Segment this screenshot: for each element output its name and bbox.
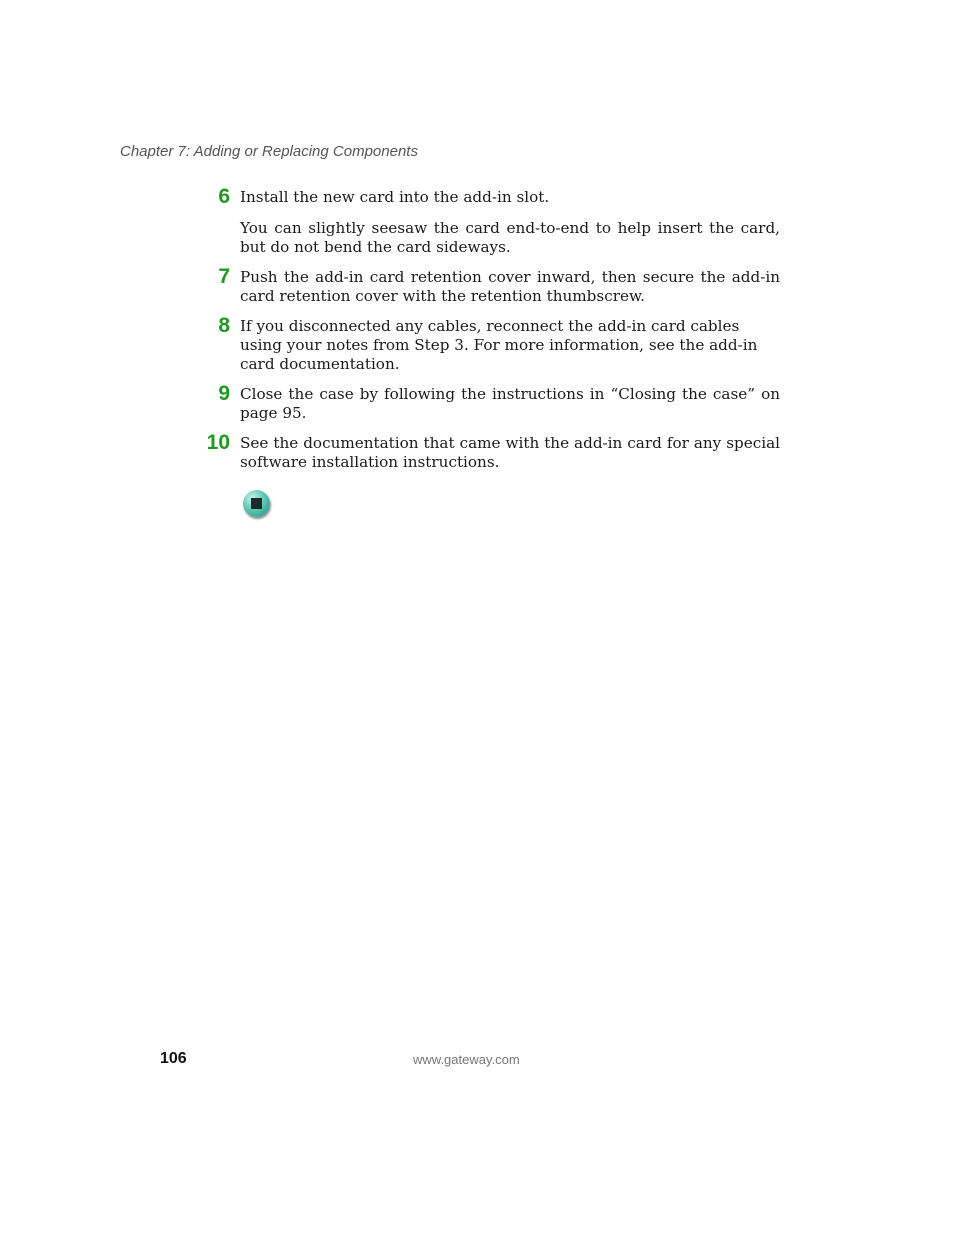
stop-icon <box>243 490 270 517</box>
step-6 <box>200 185 780 257</box>
step-number: 6 <box>218 185 230 208</box>
step-10 <box>200 431 780 472</box>
running-head: Chapter 7: Adding or Replacing Components <box>120 143 418 160</box>
footer-url: www.gateway.com <box>413 1052 520 1067</box>
stop-square <box>251 498 262 509</box>
step-number: 10 <box>206 431 230 454</box>
step-text: If you disconnected any cables, reconnect the add-in card cables using your notes from Step 3. For more information, see the add-in card documentation. <box>240 317 758 373</box>
step-number: 7 <box>218 265 230 288</box>
step-text: Push the add-in card retention cover inward, then secure the add-in card retention cover with the retention thumbscrew. <box>240 268 780 305</box>
step-number: 8 <box>218 314 230 337</box>
step-8 <box>200 314 780 374</box>
step-number: 9 <box>218 382 230 405</box>
step-text: Close the case by following the instructions in “Closing the case” on page 95. <box>240 385 780 422</box>
step-9 <box>200 382 780 423</box>
step-text: See the documentation that came with the add-in card for any special software installation instructions. <box>240 434 780 471</box>
step-list <box>200 185 780 483</box>
page-number: 106 <box>160 1050 187 1067</box>
step-7 <box>200 265 780 306</box>
step-note: You can slightly seesaw the card end-to-end to help insert the card, but do not bend the card sideways. <box>240 219 780 256</box>
step-text: Install the new card into the add-in slot. <box>240 188 550 206</box>
